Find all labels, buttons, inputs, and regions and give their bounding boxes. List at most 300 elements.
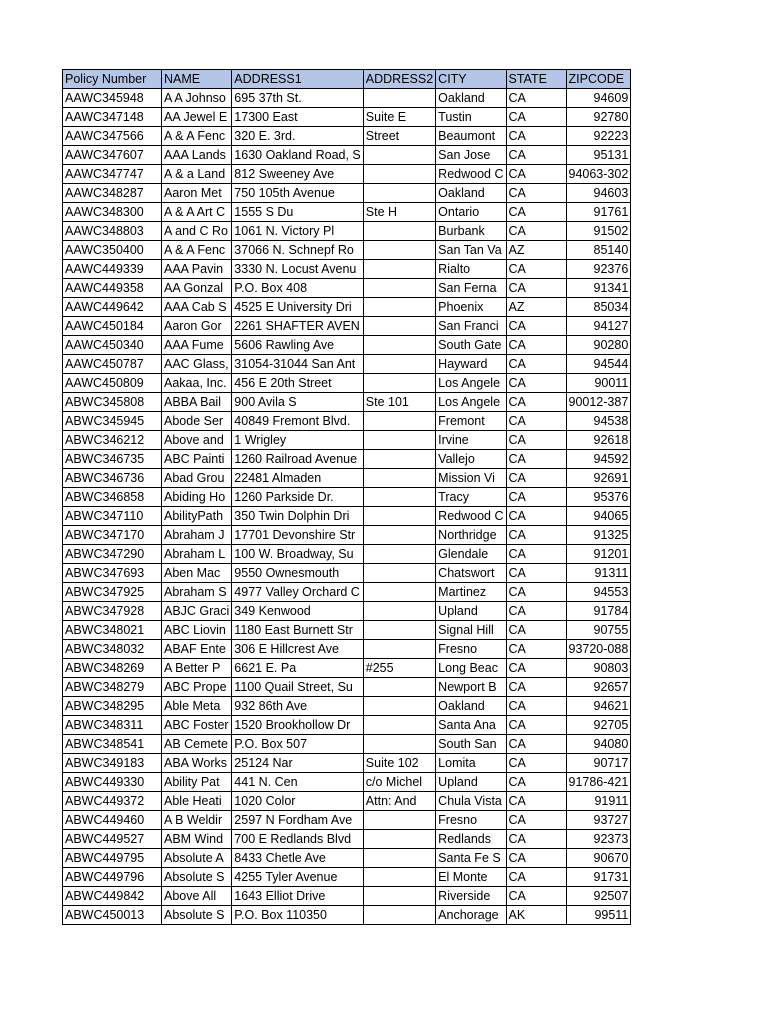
city-cell[interactable]: Redlands	[436, 830, 506, 849]
state-cell[interactable]: CA	[506, 203, 566, 222]
policy-number-cell[interactable]: ABWC346858	[63, 488, 162, 507]
address1-cell[interactable]: 1061 N. Victory Pl	[232, 222, 363, 241]
address1-cell[interactable]: 4255 Tyler Avenue	[232, 868, 363, 887]
address1-cell[interactable]: 1180 East Burnett Str	[232, 621, 363, 640]
address1-cell[interactable]: 37066 N. Schnepf Ro	[232, 241, 363, 260]
state-cell[interactable]: CA	[506, 716, 566, 735]
name-cell[interactable]: AA Gonzal	[162, 279, 232, 298]
state-cell[interactable]: CA	[506, 488, 566, 507]
policy-number-cell[interactable]: AAWC348287	[63, 184, 162, 203]
name-cell[interactable]: Above and	[162, 431, 232, 450]
zipcode-cell[interactable]: 91786-421	[566, 773, 631, 792]
city-cell[interactable]: San Tan Va	[436, 241, 506, 260]
name-cell[interactable]: ABJC Graci	[162, 602, 232, 621]
state-cell[interactable]: AZ	[506, 241, 566, 260]
city-cell[interactable]: Fresno	[436, 811, 506, 830]
address2-cell[interactable]	[363, 165, 435, 184]
address1-cell[interactable]: 1643 Elliot Drive	[232, 887, 363, 906]
state-cell[interactable]: CA	[506, 811, 566, 830]
city-cell[interactable]: Newport B	[436, 678, 506, 697]
name-cell[interactable]: A Better P	[162, 659, 232, 678]
name-cell[interactable]: ABC Prope	[162, 678, 232, 697]
address2-cell[interactable]	[363, 298, 435, 317]
policy-number-cell[interactable]: AAWC347607	[63, 146, 162, 165]
zipcode-cell[interactable]: 90011	[566, 374, 631, 393]
zipcode-cell[interactable]: 90803	[566, 659, 631, 678]
zipcode-cell[interactable]: 94553	[566, 583, 631, 602]
zipcode-cell[interactable]: 92373	[566, 830, 631, 849]
name-cell[interactable]: AAA Cab S	[162, 298, 232, 317]
address2-cell[interactable]	[363, 602, 435, 621]
zipcode-cell[interactable]: 94127	[566, 317, 631, 336]
address2-cell[interactable]	[363, 564, 435, 583]
state-cell[interactable]: CA	[506, 583, 566, 602]
policy-number-cell[interactable]: AAWC348300	[63, 203, 162, 222]
header-zipcode[interactable]: ZIPCODE	[566, 70, 631, 89]
address1-cell[interactable]: 100 W. Broadway, Su	[232, 545, 363, 564]
city-cell[interactable]: Fremont	[436, 412, 506, 431]
policy-number-cell[interactable]: AAWC347747	[63, 165, 162, 184]
header-name[interactable]: NAME	[162, 70, 232, 89]
policy-number-cell[interactable]: ABWC345945	[63, 412, 162, 431]
name-cell[interactable]: A and C Ro	[162, 222, 232, 241]
zipcode-cell[interactable]: 94544	[566, 355, 631, 374]
city-cell[interactable]: Santa Ana	[436, 716, 506, 735]
name-cell[interactable]: Aaron Met	[162, 184, 232, 203]
address2-cell[interactable]	[363, 830, 435, 849]
address2-cell[interactable]	[363, 431, 435, 450]
zipcode-cell[interactable]: 90670	[566, 849, 631, 868]
name-cell[interactable]: A B Weldir	[162, 811, 232, 830]
name-cell[interactable]: Absolute S	[162, 868, 232, 887]
city-cell[interactable]: Oakland	[436, 184, 506, 203]
city-cell[interactable]: Glendale	[436, 545, 506, 564]
city-cell[interactable]: Martinez	[436, 583, 506, 602]
policy-number-cell[interactable]: ABWC449460	[63, 811, 162, 830]
city-cell[interactable]: San Franci	[436, 317, 506, 336]
state-cell[interactable]: CA	[506, 450, 566, 469]
zipcode-cell[interactable]: 92223	[566, 127, 631, 146]
name-cell[interactable]: Absolute S	[162, 906, 232, 925]
address1-cell[interactable]: 17701 Devonshire Str	[232, 526, 363, 545]
address2-cell[interactable]: Attn: And	[363, 792, 435, 811]
city-cell[interactable]: South San	[436, 735, 506, 754]
state-cell[interactable]: CA	[506, 108, 566, 127]
zipcode-cell[interactable]: 94063-302	[566, 165, 631, 184]
city-cell[interactable]: Fresno	[436, 640, 506, 659]
zipcode-cell[interactable]: 95376	[566, 488, 631, 507]
address2-cell[interactable]	[363, 412, 435, 431]
address1-cell[interactable]: 932 86th Ave	[232, 697, 363, 716]
state-cell[interactable]: CA	[506, 260, 566, 279]
name-cell[interactable]: Ability Pat	[162, 773, 232, 792]
address1-cell[interactable]: 1520 Brookhollow Dr	[232, 716, 363, 735]
address1-cell[interactable]: 22481 Almaden	[232, 469, 363, 488]
policy-number-cell[interactable]: AAWC348803	[63, 222, 162, 241]
name-cell[interactable]: Abraham L	[162, 545, 232, 564]
address2-cell[interactable]	[363, 735, 435, 754]
city-cell[interactable]: Riverside	[436, 887, 506, 906]
address1-cell[interactable]: 441 N. Cen	[232, 773, 363, 792]
address2-cell[interactable]: Ste 101	[363, 393, 435, 412]
state-cell[interactable]: CA	[506, 146, 566, 165]
zipcode-cell[interactable]: 85034	[566, 298, 631, 317]
state-cell[interactable]: CA	[506, 545, 566, 564]
name-cell[interactable]: ABA Works	[162, 754, 232, 773]
address2-cell[interactable]	[363, 697, 435, 716]
address2-cell[interactable]	[363, 526, 435, 545]
state-cell[interactable]: CA	[506, 165, 566, 184]
name-cell[interactable]: ABBA Bail	[162, 393, 232, 412]
state-cell[interactable]: CA	[506, 792, 566, 811]
address1-cell[interactable]: 17300 East	[232, 108, 363, 127]
address2-cell[interactable]	[363, 849, 435, 868]
city-cell[interactable]: Upland	[436, 773, 506, 792]
city-cell[interactable]: Los Angele	[436, 374, 506, 393]
policy-number-cell[interactable]: ABWC348295	[63, 697, 162, 716]
zipcode-cell[interactable]: 91311	[566, 564, 631, 583]
state-cell[interactable]: AK	[506, 906, 566, 925]
name-cell[interactable]: Abad Grou	[162, 469, 232, 488]
address1-cell[interactable]: 1555 S Du	[232, 203, 363, 222]
zipcode-cell[interactable]: 92780	[566, 108, 631, 127]
policy-number-cell[interactable]: AAWC449339	[63, 260, 162, 279]
zipcode-cell[interactable]: 95131	[566, 146, 631, 165]
address1-cell[interactable]: 8433 Chetle Ave	[232, 849, 363, 868]
name-cell[interactable]: Aakaa, Inc.	[162, 374, 232, 393]
zipcode-cell[interactable]: 92618	[566, 431, 631, 450]
policy-number-cell[interactable]: ABWC449796	[63, 868, 162, 887]
city-cell[interactable]: Chula Vista	[436, 792, 506, 811]
address1-cell[interactable]: 695 37th St.	[232, 89, 363, 108]
state-cell[interactable]: CA	[506, 355, 566, 374]
address1-cell[interactable]: 4977 Valley Orchard C	[232, 583, 363, 602]
zipcode-cell[interactable]: 92507	[566, 887, 631, 906]
city-cell[interactable]: Tracy	[436, 488, 506, 507]
address2-cell[interactable]	[363, 716, 435, 735]
address1-cell[interactable]: 812 Sweeney Ave	[232, 165, 363, 184]
address2-cell[interactable]	[363, 811, 435, 830]
policy-number-cell[interactable]: ABWC449330	[63, 773, 162, 792]
state-cell[interactable]: CA	[506, 526, 566, 545]
state-cell[interactable]: CA	[506, 469, 566, 488]
name-cell[interactable]: ABM Wind	[162, 830, 232, 849]
zipcode-cell[interactable]: 90717	[566, 754, 631, 773]
zipcode-cell[interactable]: 91201	[566, 545, 631, 564]
policy-number-cell[interactable]: AAWC345948	[63, 89, 162, 108]
address1-cell[interactable]: 31054-31044 San Ant	[232, 355, 363, 374]
address1-cell[interactable]: 700 E Redlands Blvd	[232, 830, 363, 849]
address2-cell[interactable]	[363, 317, 435, 336]
address1-cell[interactable]: 1 Wrigley	[232, 431, 363, 450]
policy-number-cell[interactable]: AAWC450787	[63, 355, 162, 374]
address1-cell[interactable]: 349 Kenwood	[232, 602, 363, 621]
city-cell[interactable]: Tustin	[436, 108, 506, 127]
city-cell[interactable]: Irvine	[436, 431, 506, 450]
city-cell[interactable]: Redwood C	[436, 165, 506, 184]
name-cell[interactable]: A & a Land	[162, 165, 232, 184]
header-city[interactable]: CITY	[436, 70, 506, 89]
address1-cell[interactable]: 306 E Hillcrest Ave	[232, 640, 363, 659]
address1-cell[interactable]: 9550 Ownesmouth	[232, 564, 363, 583]
city-cell[interactable]: Oakland	[436, 697, 506, 716]
zipcode-cell[interactable]: 85140	[566, 241, 631, 260]
name-cell[interactable]: AB Cemete	[162, 735, 232, 754]
name-cell[interactable]: Above All	[162, 887, 232, 906]
state-cell[interactable]: CA	[506, 868, 566, 887]
policy-number-cell[interactable]: ABWC348311	[63, 716, 162, 735]
state-cell[interactable]: CA	[506, 735, 566, 754]
address1-cell[interactable]: P.O. Box 507	[232, 735, 363, 754]
address1-cell[interactable]: 900 Avila S	[232, 393, 363, 412]
state-cell[interactable]: CA	[506, 849, 566, 868]
address2-cell[interactable]	[363, 450, 435, 469]
zipcode-cell[interactable]: 93720-088	[566, 640, 631, 659]
name-cell[interactable]: A & A Art C	[162, 203, 232, 222]
name-cell[interactable]: Aaron Gor	[162, 317, 232, 336]
address1-cell[interactable]: 1020 Color	[232, 792, 363, 811]
policy-number-cell[interactable]: ABWC347693	[63, 564, 162, 583]
state-cell[interactable]: CA	[506, 127, 566, 146]
zipcode-cell[interactable]: 92657	[566, 678, 631, 697]
address2-cell[interactable]	[363, 887, 435, 906]
address2-cell[interactable]	[363, 184, 435, 203]
name-cell[interactable]: AA Jewel E	[162, 108, 232, 127]
name-cell[interactable]: Abode Ser	[162, 412, 232, 431]
policy-number-cell[interactable]: ABWC348032	[63, 640, 162, 659]
city-cell[interactable]: Vallejo	[436, 450, 506, 469]
city-cell[interactable]: Northridge	[436, 526, 506, 545]
zipcode-cell[interactable]: 94592	[566, 450, 631, 469]
state-cell[interactable]: CA	[506, 317, 566, 336]
header-state[interactable]: STATE	[506, 70, 566, 89]
name-cell[interactable]: A & A Fenc	[162, 241, 232, 260]
state-cell[interactable]: CA	[506, 412, 566, 431]
policy-number-cell[interactable]: AAWC450340	[63, 336, 162, 355]
zipcode-cell[interactable]: 94603	[566, 184, 631, 203]
address1-cell[interactable]: 1100 Quail Street, Su	[232, 678, 363, 697]
policy-number-cell[interactable]: AAWC347566	[63, 127, 162, 146]
name-cell[interactable]: ABC Painti	[162, 450, 232, 469]
address2-cell[interactable]	[363, 355, 435, 374]
address2-cell[interactable]	[363, 868, 435, 887]
address1-cell[interactable]: P.O. Box 408	[232, 279, 363, 298]
state-cell[interactable]: CA	[506, 374, 566, 393]
city-cell[interactable]: San Ferna	[436, 279, 506, 298]
zipcode-cell[interactable]: 91325	[566, 526, 631, 545]
name-cell[interactable]: ABAF Ente	[162, 640, 232, 659]
zipcode-cell[interactable]: 99511	[566, 906, 631, 925]
address1-cell[interactable]: 3330 N. Locust Avenu	[232, 260, 363, 279]
state-cell[interactable]: CA	[506, 678, 566, 697]
policy-number-cell[interactable]: ABWC347170	[63, 526, 162, 545]
state-cell[interactable]: CA	[506, 659, 566, 678]
zipcode-cell[interactable]: 92705	[566, 716, 631, 735]
zipcode-cell[interactable]: 91731	[566, 868, 631, 887]
name-cell[interactable]: Abraham J	[162, 526, 232, 545]
address1-cell[interactable]: 320 E. 3rd.	[232, 127, 363, 146]
policy-number-cell[interactable]: ABWC449372	[63, 792, 162, 811]
policy-number-cell[interactable]: ABWC346736	[63, 469, 162, 488]
name-cell[interactable]: ABC Liovin	[162, 621, 232, 640]
address1-cell[interactable]: 25124 Nar	[232, 754, 363, 773]
address1-cell[interactable]: 6621 E. Pa	[232, 659, 363, 678]
city-cell[interactable]: Los Angele	[436, 393, 506, 412]
address2-cell[interactable]	[363, 336, 435, 355]
city-cell[interactable]: Long Beac	[436, 659, 506, 678]
state-cell[interactable]: CA	[506, 336, 566, 355]
policy-number-cell[interactable]: AAWC449358	[63, 279, 162, 298]
city-cell[interactable]: Redwood C	[436, 507, 506, 526]
name-cell[interactable]: Able Meta	[162, 697, 232, 716]
state-cell[interactable]: CA	[506, 184, 566, 203]
policy-number-cell[interactable]: AAWC450184	[63, 317, 162, 336]
zipcode-cell[interactable]: 91911	[566, 792, 631, 811]
city-cell[interactable]: South Gate	[436, 336, 506, 355]
address2-cell[interactable]	[363, 241, 435, 260]
policy-number-cell[interactable]: AAWC450809	[63, 374, 162, 393]
zipcode-cell[interactable]: 92691	[566, 469, 631, 488]
address2-cell[interactable]	[363, 469, 435, 488]
policy-number-cell[interactable]: ABWC449527	[63, 830, 162, 849]
city-cell[interactable]: Burbank	[436, 222, 506, 241]
address2-cell[interactable]	[363, 89, 435, 108]
policy-number-cell[interactable]: ABWC347110	[63, 507, 162, 526]
state-cell[interactable]: CA	[506, 602, 566, 621]
state-cell[interactable]: CA	[506, 887, 566, 906]
address2-cell[interactable]	[363, 260, 435, 279]
city-cell[interactable]: San Jose	[436, 146, 506, 165]
address1-cell[interactable]: 350 Twin Dolphin Dri	[232, 507, 363, 526]
header-policy-number[interactable]: Policy Number	[63, 70, 162, 89]
policy-number-cell[interactable]: ABWC449795	[63, 849, 162, 868]
zipcode-cell[interactable]: 93727	[566, 811, 631, 830]
city-cell[interactable]: Signal Hill	[436, 621, 506, 640]
address2-cell[interactable]	[363, 507, 435, 526]
address1-cell[interactable]: 750 105th Avenue	[232, 184, 363, 203]
address2-cell[interactable]	[363, 583, 435, 602]
policy-number-cell[interactable]: ABWC348279	[63, 678, 162, 697]
state-cell[interactable]: CA	[506, 773, 566, 792]
address1-cell[interactable]: 2597 N Fordham Ave	[232, 811, 363, 830]
address2-cell[interactable]: Street	[363, 127, 435, 146]
policy-number-cell[interactable]: ABWC348541	[63, 735, 162, 754]
address1-cell[interactable]: 5606 Rawling Ave	[232, 336, 363, 355]
state-cell[interactable]: CA	[506, 431, 566, 450]
city-cell[interactable]: Mission Vi	[436, 469, 506, 488]
address1-cell[interactable]: 456 E 20th Street	[232, 374, 363, 393]
state-cell[interactable]: CA	[506, 222, 566, 241]
address2-cell[interactable]: #255	[363, 659, 435, 678]
city-cell[interactable]: Phoenix	[436, 298, 506, 317]
city-cell[interactable]: Ontario	[436, 203, 506, 222]
name-cell[interactable]: Absolute A	[162, 849, 232, 868]
name-cell[interactable]: ABC Foster	[162, 716, 232, 735]
name-cell[interactable]: Abraham S	[162, 583, 232, 602]
zipcode-cell[interactable]: 94080	[566, 735, 631, 754]
policy-number-cell[interactable]: ABWC450013	[63, 906, 162, 925]
city-cell[interactable]: Lomita	[436, 754, 506, 773]
zipcode-cell[interactable]: 94538	[566, 412, 631, 431]
name-cell[interactable]: Able Heati	[162, 792, 232, 811]
city-cell[interactable]: Upland	[436, 602, 506, 621]
city-cell[interactable]: Hayward	[436, 355, 506, 374]
name-cell[interactable]: AbilityPath	[162, 507, 232, 526]
city-cell[interactable]: Oakland	[436, 89, 506, 108]
header-address2[interactable]: ADDRESS2	[363, 70, 435, 89]
address2-cell[interactable]	[363, 488, 435, 507]
city-cell[interactable]: Rialto	[436, 260, 506, 279]
zipcode-cell[interactable]: 90012-387	[566, 393, 631, 412]
header-address1[interactable]: ADDRESS1	[232, 70, 363, 89]
state-cell[interactable]: CA	[506, 507, 566, 526]
address2-cell[interactable]: c/o Michel	[363, 773, 435, 792]
address1-cell[interactable]: 1630 Oakland Road, S	[232, 146, 363, 165]
state-cell[interactable]: AZ	[506, 298, 566, 317]
name-cell[interactable]: Abiding Ho	[162, 488, 232, 507]
address2-cell[interactable]	[363, 678, 435, 697]
policy-number-cell[interactable]: ABWC345808	[63, 393, 162, 412]
state-cell[interactable]: CA	[506, 621, 566, 640]
address2-cell[interactable]	[363, 640, 435, 659]
zipcode-cell[interactable]: 91761	[566, 203, 631, 222]
address1-cell[interactable]: 1260 Railroad Avenue	[232, 450, 363, 469]
state-cell[interactable]: CA	[506, 89, 566, 108]
name-cell[interactable]: A A Johnso	[162, 89, 232, 108]
policy-number-cell[interactable]: AAWC350400	[63, 241, 162, 260]
name-cell[interactable]: AAA Pavin	[162, 260, 232, 279]
address2-cell[interactable]	[363, 374, 435, 393]
name-cell[interactable]: A & A Fenc	[162, 127, 232, 146]
policy-number-cell[interactable]: ABWC349183	[63, 754, 162, 773]
city-cell[interactable]: Anchorage	[436, 906, 506, 925]
zipcode-cell[interactable]: 94065	[566, 507, 631, 526]
address1-cell[interactable]: P.O. Box 110350	[232, 906, 363, 925]
state-cell[interactable]: CA	[506, 754, 566, 773]
address2-cell[interactable]	[363, 279, 435, 298]
zipcode-cell[interactable]: 90280	[566, 336, 631, 355]
zipcode-cell[interactable]: 91341	[566, 279, 631, 298]
name-cell[interactable]: AAC Glass,	[162, 355, 232, 374]
address1-cell[interactable]: 40849 Fremont Blvd.	[232, 412, 363, 431]
address1-cell[interactable]: 2261 SHAFTER AVEN	[232, 317, 363, 336]
state-cell[interactable]: CA	[506, 393, 566, 412]
city-cell[interactable]: Chatswort	[436, 564, 506, 583]
state-cell[interactable]: CA	[506, 564, 566, 583]
zipcode-cell[interactable]: 94609	[566, 89, 631, 108]
state-cell[interactable]: CA	[506, 697, 566, 716]
address2-cell[interactable]: Suite E	[363, 108, 435, 127]
zipcode-cell[interactable]: 91502	[566, 222, 631, 241]
name-cell[interactable]: Aben Mac	[162, 564, 232, 583]
policy-number-cell[interactable]: ABWC346212	[63, 431, 162, 450]
state-cell[interactable]: CA	[506, 830, 566, 849]
policy-number-cell[interactable]: AAWC347148	[63, 108, 162, 127]
address2-cell[interactable]	[363, 545, 435, 564]
city-cell[interactable]: El Monte	[436, 868, 506, 887]
address1-cell[interactable]: 1260 Parkside Dr.	[232, 488, 363, 507]
address2-cell[interactable]	[363, 906, 435, 925]
policy-number-cell[interactable]: ABWC348269	[63, 659, 162, 678]
zipcode-cell[interactable]: 90755	[566, 621, 631, 640]
city-cell[interactable]: Santa Fe S	[436, 849, 506, 868]
zipcode-cell[interactable]: 94621	[566, 697, 631, 716]
address2-cell[interactable]: Ste H	[363, 203, 435, 222]
policy-number-cell[interactable]: ABWC347925	[63, 583, 162, 602]
address1-cell[interactable]: 4525 E University Dri	[232, 298, 363, 317]
address2-cell[interactable]	[363, 222, 435, 241]
address2-cell[interactable]: Suite 102	[363, 754, 435, 773]
